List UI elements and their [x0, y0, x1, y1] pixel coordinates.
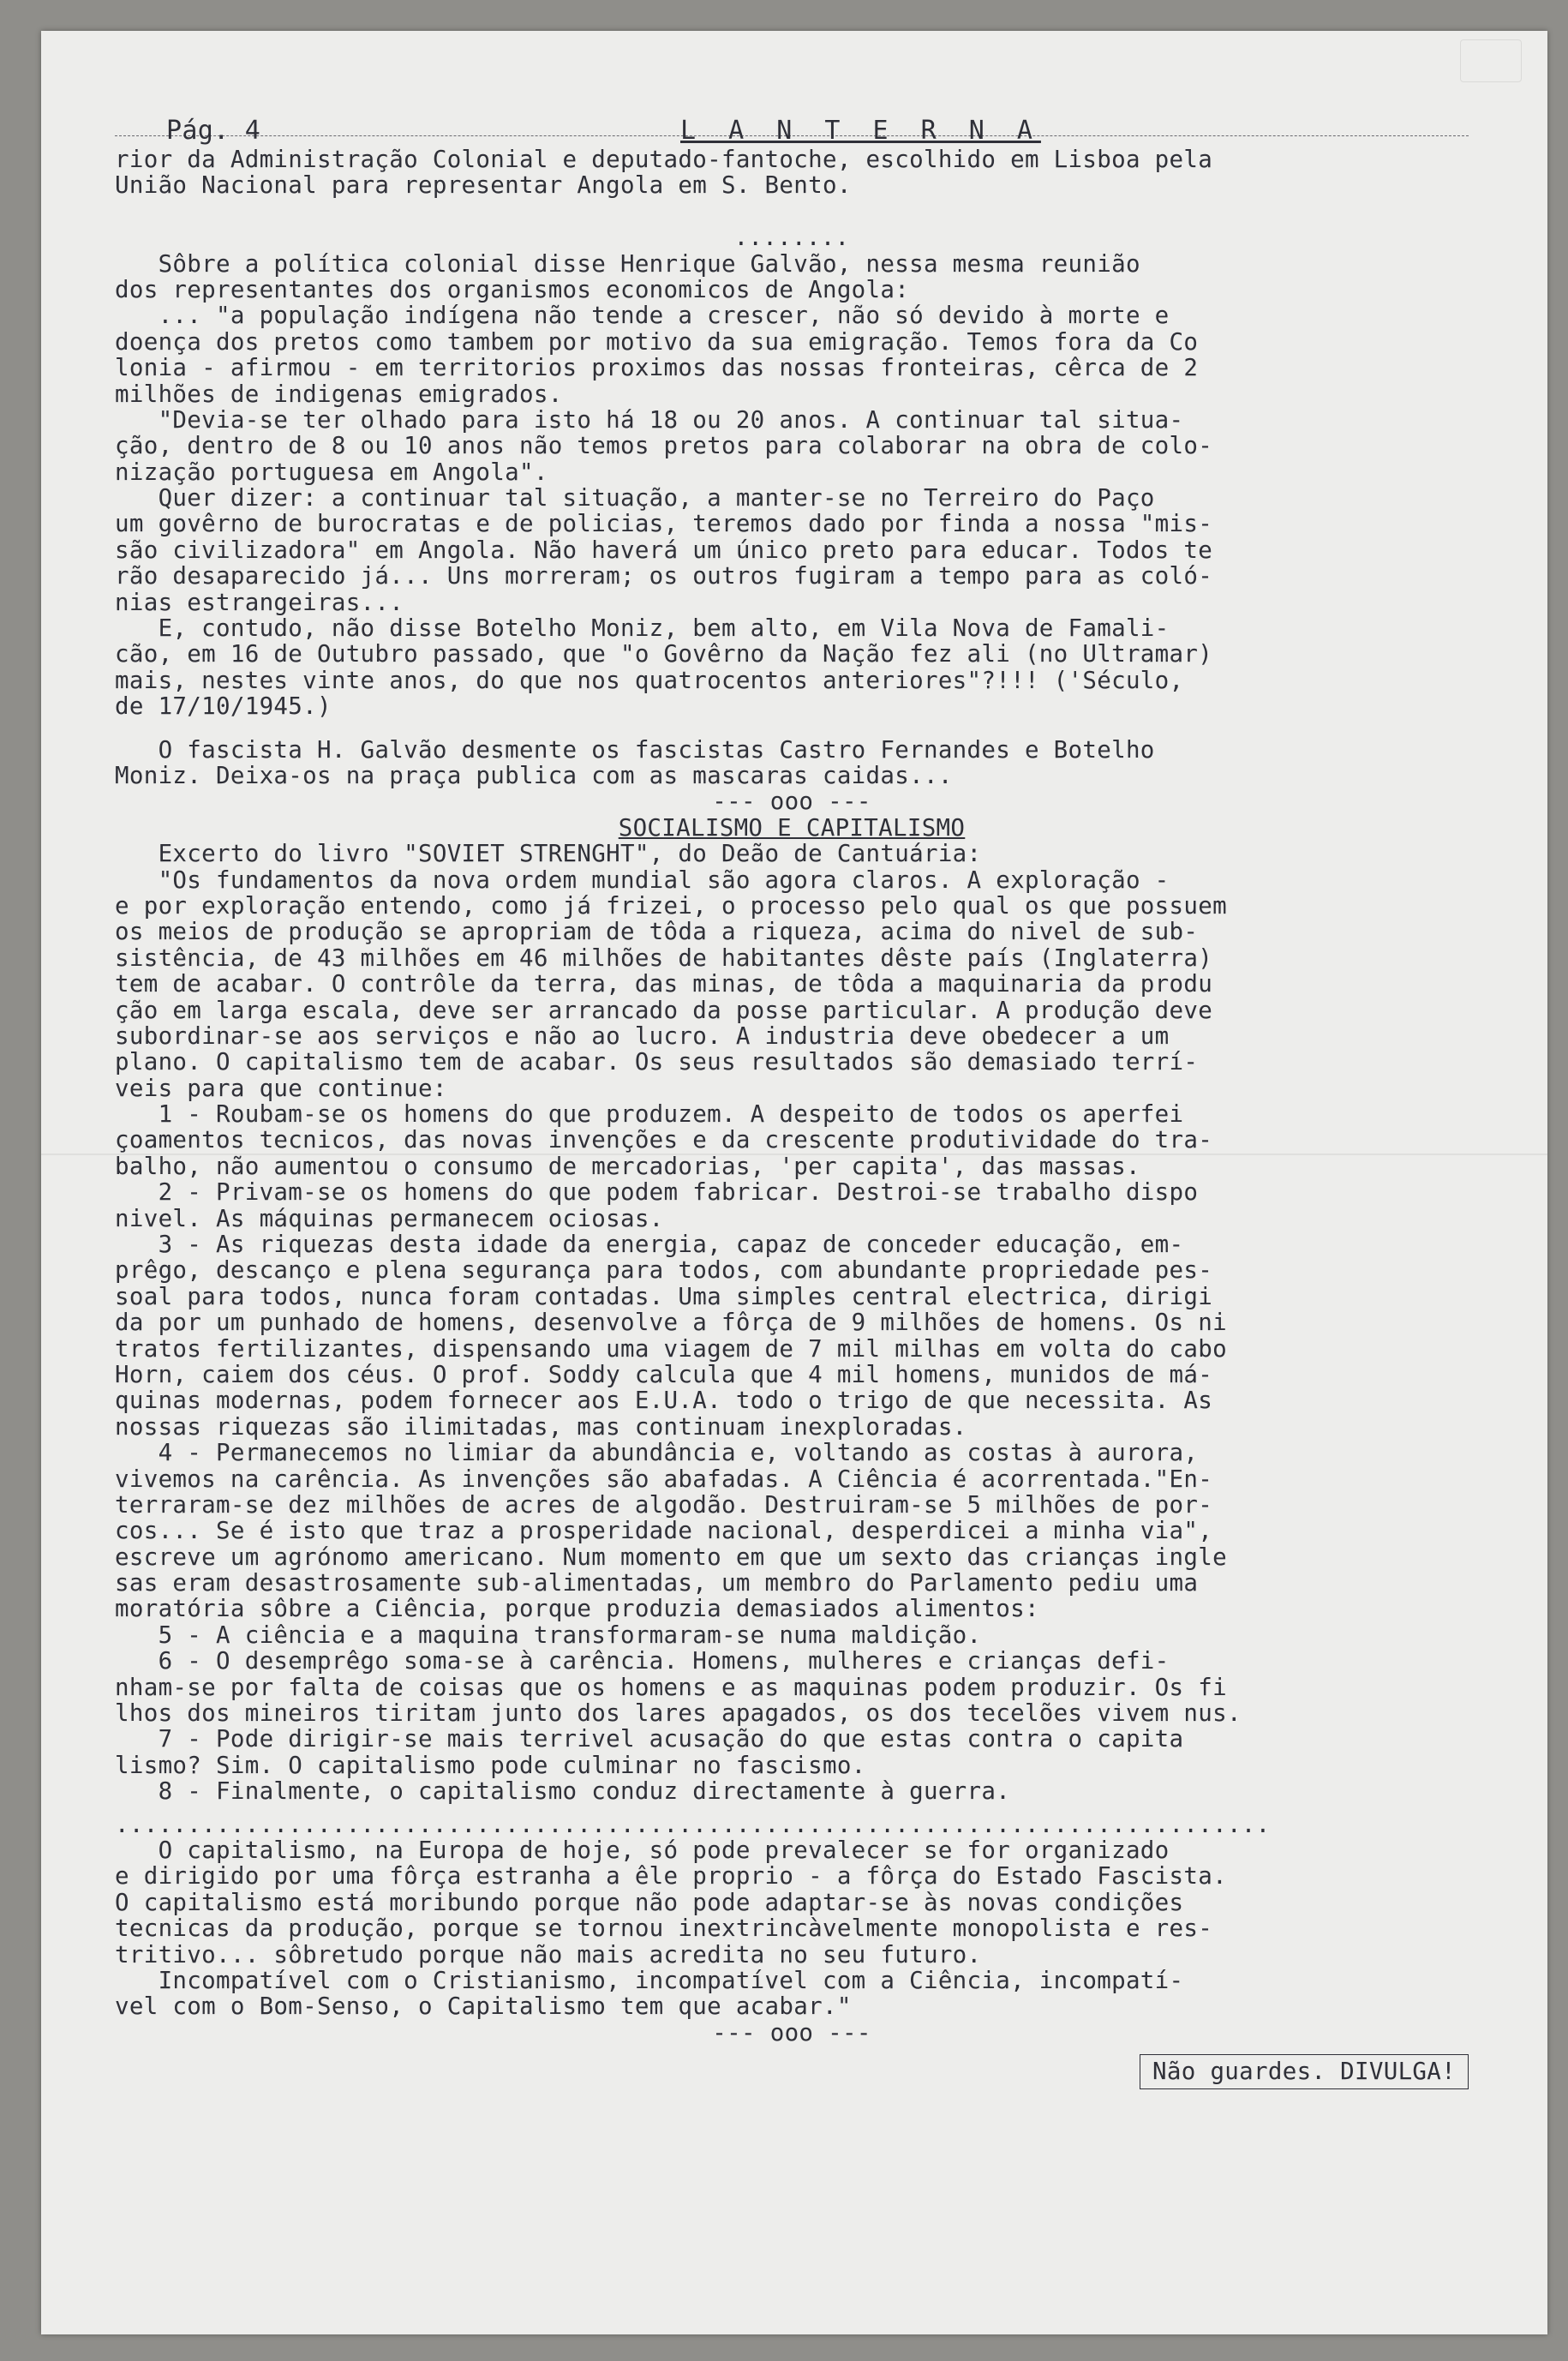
- text-line: nivel. As máquinas permanecem ociosas.: [115, 1204, 664, 1232]
- paper-mark: [1460, 39, 1522, 82]
- text-line: doença dos pretos como tambem por motivo da sua emigração. Temos fora da Co: [115, 327, 1199, 356]
- text-line: mais, nestes vinte anos, do que nos quatrocentos anteriores"?!!! ('Século,: [115, 666, 1184, 694]
- text-line: lonia - afirmou - em territorios proximos das nossas fronteiras, cêrca de 2: [115, 354, 1199, 382]
- text-line: O capitalismo está moribundo porque não pode adaptar-se às novas condições: [115, 1888, 1184, 1916]
- text-line: 8 - Finalmente, o capitalismo conduz directamente à guerra.: [115, 1777, 1011, 1806]
- text-line: 4 - Permanecemos no limiar da abundância e, voltando as costas à aurora,: [115, 1439, 1199, 1467]
- end-separator: --- ooo ---: [712, 2018, 871, 2046]
- text-line: Excerto do livro "SOVIET STRENGHT", do Deão de Cantuária:: [115, 840, 982, 868]
- text-line: 1 - Roubam-se os homens do que produzem. A despeito de todos os aperfei: [115, 1100, 1184, 1129]
- page-text: [115, 82, 1469, 2092]
- text-line: tratos fertilizantes, dispensando uma viagem de 7 mil milhas em volta do cabo: [115, 1334, 1227, 1363]
- text-line: prêgo, descanço e plena segurança para todos, com abundante propriedade pes-: [115, 1256, 1213, 1285]
- text-line: milhões de indigenas emigrados.: [115, 380, 563, 408]
- text-line: "Devia-se ter olhado para isto há 18 ou 20 anos. A continuar tal situa-: [115, 405, 1184, 434]
- text-line: 5 - A ciência e a maquina transformaram-se numa maldição.: [115, 1621, 982, 1649]
- text-line: vivemos na carência. As invenções são abafadas. A Ciência é acorrentada."En-: [115, 1465, 1213, 1493]
- text-line: são civilizadora" em Angola. Não haverá um único preto para educar. Todos te: [115, 536, 1213, 564]
- text-line: nização portuguesa em Angola".: [115, 458, 548, 486]
- text-line: sistência, de 43 milhões em 46 milhões de habitantes dêste país (Inglaterra): [115, 944, 1213, 972]
- section-title: SOCIALISMO E CAPITALISMO: [618, 813, 966, 842]
- text-line: ........: [733, 224, 850, 252]
- text-line: cos... Se é isto que traz a prosperidade nacional, desperdicei a minha via",: [115, 1517, 1213, 1545]
- text-line: e dirigido por uma fôrça estranha a êle proprio - a fôrça do Estado Fascista.: [115, 1862, 1227, 1891]
- article-socialismo: [115, 841, 1469, 1804]
- text-line: [115, 199, 1469, 225]
- text-line: lhos dos mineiros tiritam junto dos lares apagados, os dos tecelões vivem nus.: [115, 1699, 1242, 1728]
- text-line: O capitalismo, na Europa de hoje, só pode prevalecer se for organizado: [115, 1837, 1170, 1864]
- text-line: um govêrno de burocratas e de policias, teremos dado por finda a nossa "mis-: [115, 510, 1213, 538]
- text-line: de 17/10/1945.): [115, 692, 332, 721]
- text-line: O fascista H. Galvão desmente os fascistas Castro Fernandes e Botelho: [115, 735, 1155, 764]
- text-line: subordinar-se aos serviços e não ao lucro. A industria deve obedecer a um: [115, 1022, 1170, 1050]
- boxed-note: Não guardes. DIVULGA!: [1140, 2054, 1469, 2088]
- text-line: 3 - As riquezas desta idade da energia, capaz de conceder educação, em-: [115, 1231, 1184, 1259]
- article-colonial: [115, 147, 1469, 720]
- text-line: tecnicas da produção, porque se tornou inextrincàvelmente monopolista e res-: [115, 1915, 1213, 1943]
- text-line: União Nacional para representar Angola em S. Bento.: [115, 171, 852, 200]
- text-line: quinas modernas, podem fornecer aos E.U.A. todo o trigo de que necessita. As: [115, 1387, 1213, 1415]
- text-line: nossas riquezas são ilimitadas, mas continuam inexploradas.: [115, 1412, 967, 1441]
- text-line: Moniz. Deixa-os na praça publica com as mascaras caidas...: [115, 761, 953, 789]
- paragraph-galvao: [115, 737, 1469, 789]
- dotted-rule: ................................................................................: [115, 1810, 1271, 1838]
- text-line: Horn, caiem dos céus. O prof. Soddy calcula que 4 mil homens, munidos de má-: [115, 1360, 1213, 1388]
- note-wrap: [115, 2054, 1469, 2092]
- text-line: soal para todos, nunca foram contadas. Uma simples central electrica, dirigi: [115, 1282, 1213, 1310]
- text-line: sas eram desastrosamente sub-alimentadas, um membro do Parlamento pediu uma: [115, 1569, 1199, 1597]
- text-line: nias estrangeiras...: [115, 588, 404, 616]
- newspaper-title: L A N T E R N A: [680, 116, 1041, 146]
- text-line: tem de acabar. O contrôle da terra, das minas, de tôda a maquinaria da produ: [115, 970, 1213, 998]
- text-line: 6 - O desemprêgo soma-se à carência. Homens, mulheres e crianças defi-: [115, 1647, 1170, 1675]
- text-line: da por um punhado de homens, desenvolve a fôrça de 9 milhões de homens. Os ni: [115, 1309, 1227, 1337]
- text-line: 2 - Privam-se os homens do que podem fabricar. Destroi-se trabalho dispo: [115, 1178, 1199, 1207]
- page-header: [115, 82, 1469, 146]
- text-line: balho, não aumentou o consumo de mercadorias, 'per capita', das massas.: [115, 1152, 1140, 1180]
- text-line: nham-se por falta de coisas que os homens e as maquinas podem produzir. Os fi: [115, 1673, 1227, 1701]
- closing-paragraph: [115, 1837, 1469, 2020]
- text-line: Quer dizer: a continuar tal situação, a manter-se no Terreiro do Paço: [115, 484, 1155, 512]
- text-line: rão desaparecido já... Uns morreram; os outros fugiram a tempo para as coló-: [115, 562, 1213, 590]
- text-line: ção, dentro de 8 ou 10 anos não temos pretos para colaborar na obra de colo-: [115, 432, 1213, 460]
- text-line: E, contudo, não disse Botelho Moniz, bem alto, em Vila Nova de Famali-: [115, 614, 1170, 643]
- text-line: veis para que continue:: [115, 1074, 447, 1102]
- separator: --- ooo ---: [712, 788, 871, 816]
- text-line: cão, em 16 de Outubro passado, que "o Govêrno da Nação fez ali (no Ultramar): [115, 640, 1213, 668]
- text-line: rior da Administração Colonial e deputado-fantoche, escolhido em Lisboa pela: [115, 146, 1213, 173]
- text-line: Incompatível com o Cristianismo, incompatível com a Ciência, incompatí-: [115, 1966, 1184, 1994]
- text-line: tritivo... sôbretudo porque não mais acredita no seu futuro.: [115, 1940, 982, 1968]
- text-line: os meios de produção se apropriam de tôda a riqueza, acima do nivel de sub-: [115, 918, 1199, 946]
- text-line: Sôbre a política colonial disse Henrique Galvão, nessa mesma reunião: [115, 249, 1140, 278]
- text-line: "Os fundamentos da nova ordem mundial são agora claros. A exploração -: [115, 866, 1170, 894]
- text-line: çoamentos tecnicos, das novas invenções e da crescente produtividade do tra-: [115, 1126, 1213, 1154]
- text-line: vel com o Bom-Senso, o Capitalismo tem que acabar.": [115, 1992, 852, 2021]
- text-line: dos representantes dos organismos economicos de Angola:: [115, 275, 910, 303]
- text-line: moratória sôbre a Ciência, porque produzia demasiados alimentos:: [115, 1595, 1039, 1623]
- document-page: [41, 31, 1547, 2334]
- text-line: plano. O capitalismo tem de acabar. Os seus resultados são demasiado terrí-: [115, 1048, 1199, 1076]
- text-line: lismo? Sim. O capitalismo pode culminar no fascismo.: [115, 1751, 866, 1779]
- text-line: terraram-se dez milhões de acres de algodão. Destruiram-se 5 milhões de por-: [115, 1490, 1213, 1519]
- page-number: Pág. 4: [166, 116, 261, 146]
- text-line: 7 - Pode dirigir-se mais terrivel acusação do que estas contra o capita: [115, 1725, 1184, 1753]
- text-line: escreve um agrónomo americano. Num momento em que um sexto das crianças ingle: [115, 1543, 1227, 1571]
- text-line: e por exploração entendo, como já frizei, o processo pelo qual os que possuem: [115, 891, 1227, 920]
- text-line: ção em larga escala, deve ser arrancado da posse particular. A produção deve: [115, 996, 1213, 1024]
- text-line: ... "a população indígena não tende a crescer, não só devido à morte e: [115, 302, 1170, 330]
